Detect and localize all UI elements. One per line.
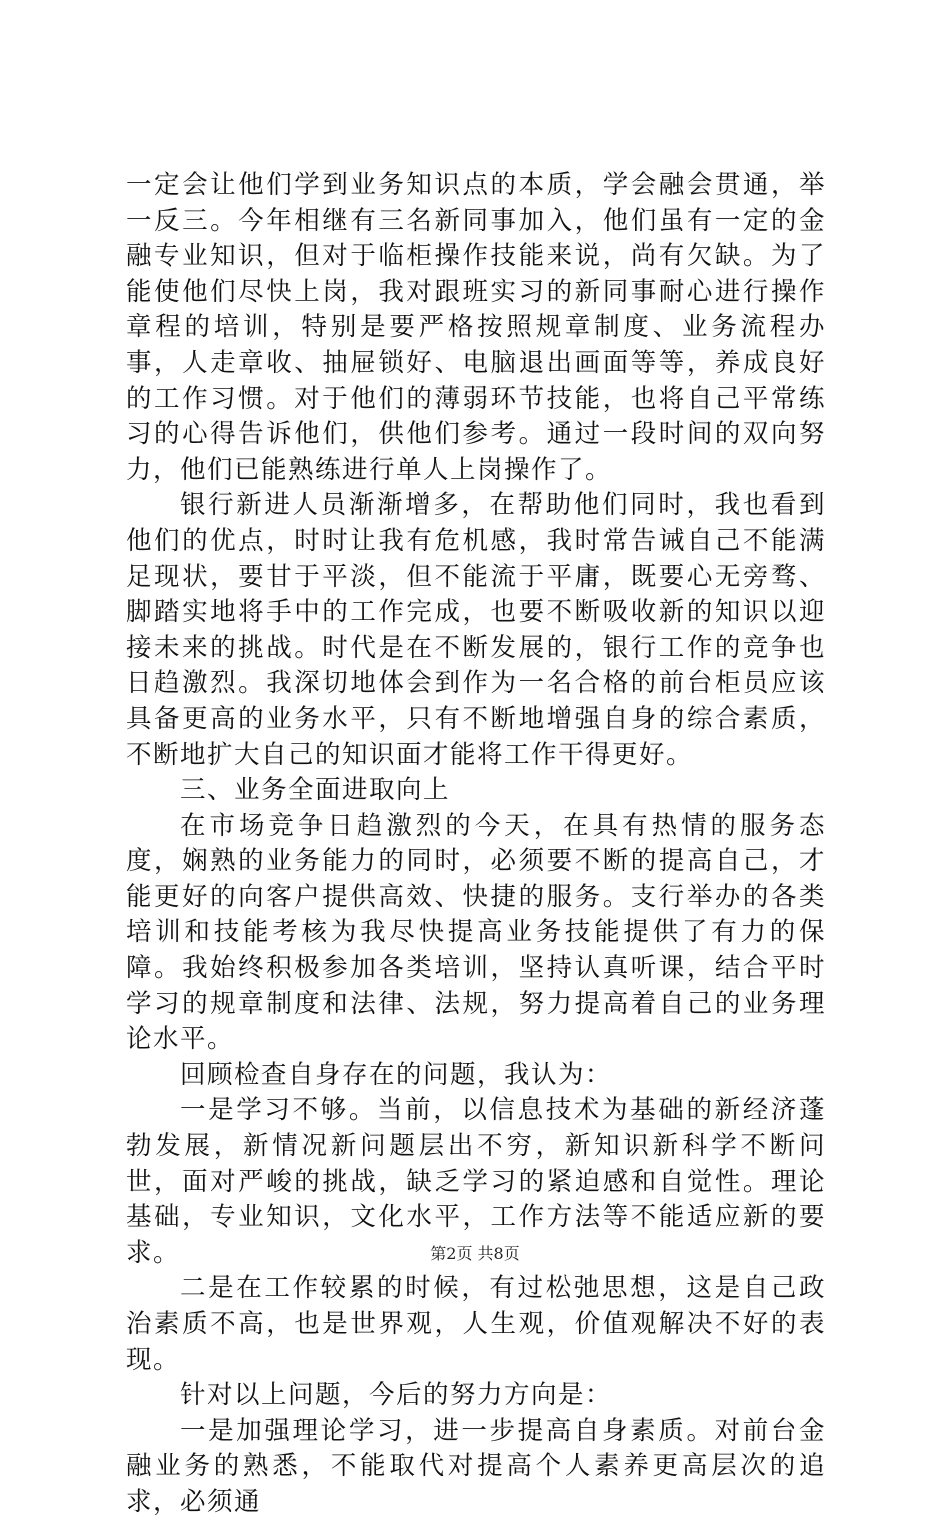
paragraph: 银行新进人员渐渐增多，在帮助他们同时，我也看到他们的优点，时时让我有危机感，我时常告诫自己不能满足现状，要甘于平淡，但不能流于平庸，既要心无旁骛、脚踏实地将手中的工作完成，也要不断吸收新的知识以迎接未来的挑战。时代是在不断发展的，银行工作的竞争也日趋激烈。我深切地体会到作为一名合格的前台柜员应该具备更高的业务水平，只有不断地增强自身的综合素质，不断地扩大自己的知识面才能将工作干得更好。 (126, 490, 826, 770)
paragraph: 一是加强理论学习，进一步提高自身素质。对前台金融业务的熟悉，不能取代对提高个人素养更高层次的追求，必须通 (126, 1415, 826, 1517)
paragraph: 二是在工作较累的时候，有过松弛思想，这是自己政治素质不高，也是世界观，人生观，价值观解决不好的表现。 (126, 1273, 826, 1375)
page-number: 第2页 共8页 (430, 1244, 520, 1263)
page-footer (0, 1241, 950, 1264)
document-body (126, 168, 826, 1521)
paragraph: 回顾检查自身存在的问题，我认为： (180, 1059, 613, 1090)
paragraph: 一是学习不够。当前，以信息技术为基础的新经济蓬勃发展，新情况新问题层出不穷，新知识新科学不断问世，面对严峻的挑战，缺乏学习的紧迫感和自觉性。理论基础，专业知识，文化水平，工作方法等不能适应新的要求。 (126, 1095, 826, 1268)
paragraph: 在市场竞争日趋激烈的今天，在具有热情的服务态度，娴熟的业务能力的同时，必须要不断的提高自己，才能更好的向客户提供高效、快捷的服务。支行举办的各类培训和技能考核为我尽快提高业务技能提供了有力的保障。我始终积极参加各类培训，坚持认真听课，结合平时学习的规章制度和法律、法规，努力提高着自己的业务理论水平。 (126, 810, 826, 1055)
paragraph: 针对以上问题，今后的努力方向是： (180, 1380, 613, 1411)
section-heading: 三、业务全面进取向上 (180, 775, 451, 806)
paragraph: 一定会让他们学到业务知识点的本质，学会融会贯通，举一反三。今年相继有三名新同事加入，他们虽有一定的金融专业知识，但对于临柜操作技能来说，尚有欠缺。为了能使他们尽快上岗，我对跟班实习的新同事耐心进行操作章程的培训，特别是要严格按照规章制度、业务流程办事，人走章收、抽屉锁好、电脑退出画面等等，养成良好的工作习惯。对于他们的薄弱环节技能，也将自己平常练习的心得告诉他们，供他们参考。通过一段时间的双向努力，他们已能熟练进行单人上岗操作了。 (126, 170, 826, 485)
